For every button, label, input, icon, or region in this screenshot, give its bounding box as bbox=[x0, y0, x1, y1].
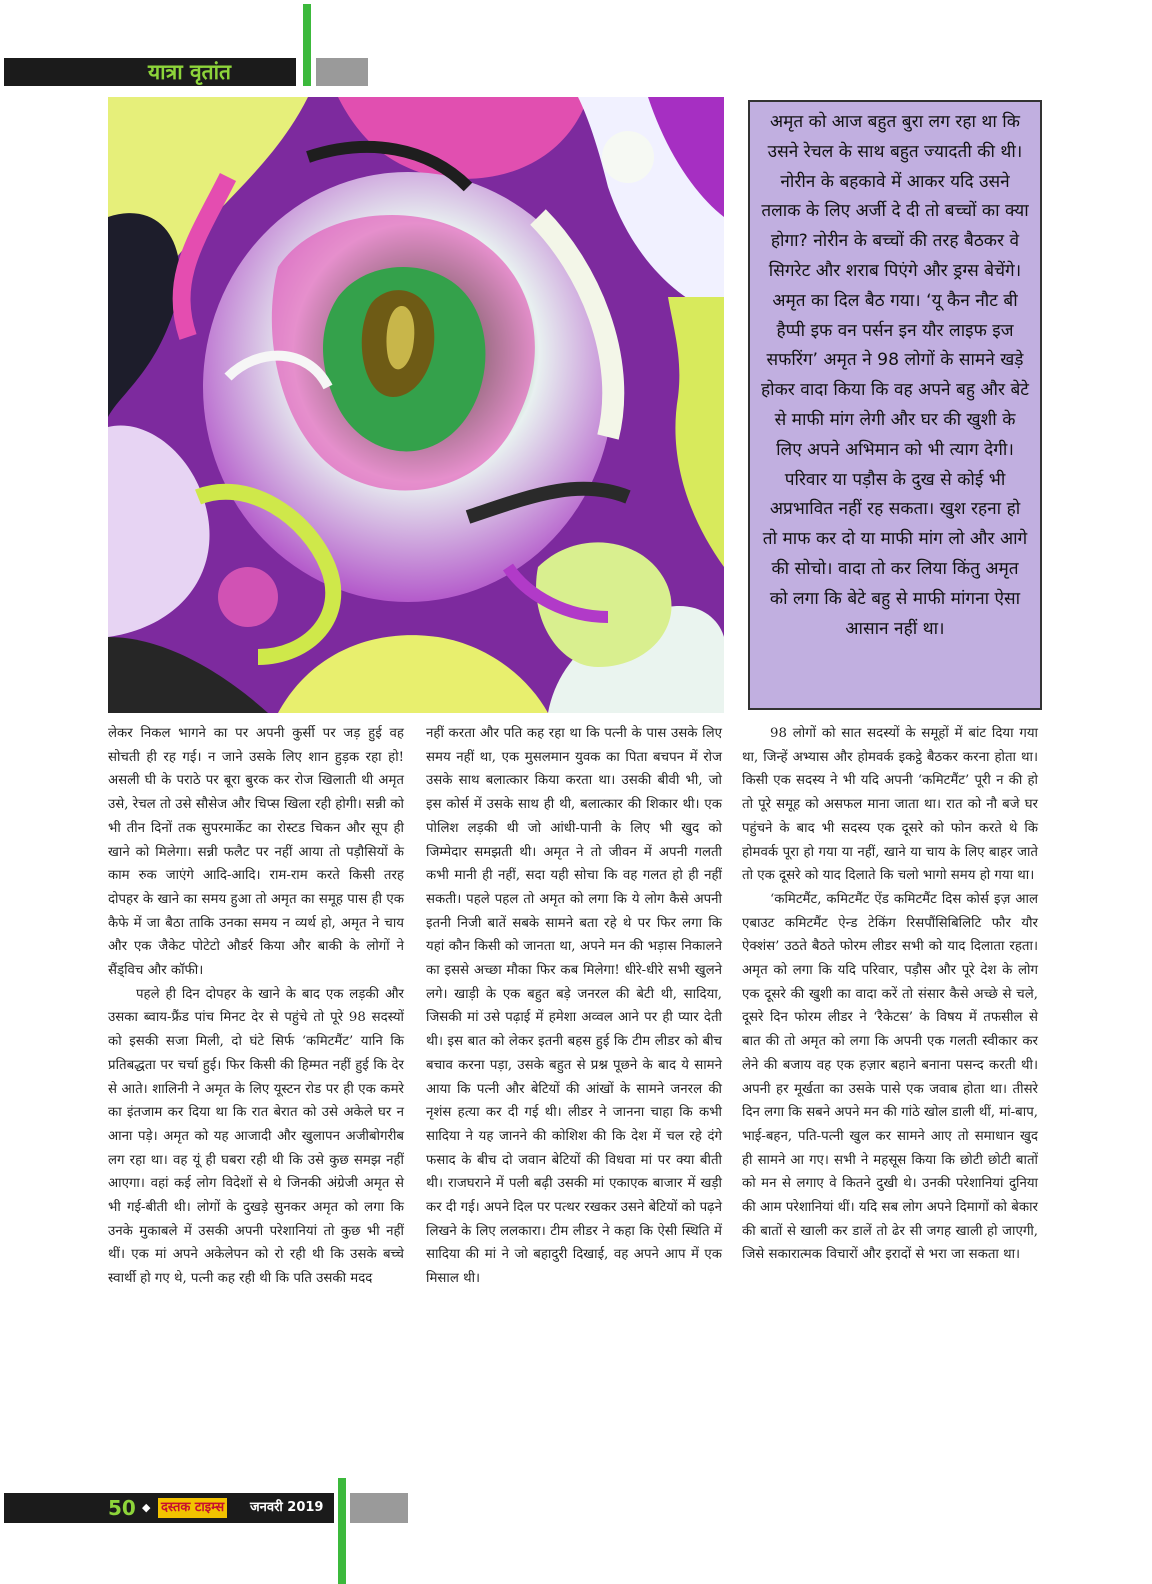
article-column-3 bbox=[742, 722, 1038, 1267]
article-paragraph: 98 लोगों को सात सदस्यों के समूहों में बांट दिया गया था, जिन्हें अभ्यास और होमवर्क इकट्ठे बैठकर करना होता था। किसी एक सदस्य ने भी यदि अपनी ‘कमिटमैंट’ पूरी न की हो तो पूरे समूह को असफल माना जाता था। रात को नौ बजे घर पहुंचने के बाद भी सदस्य एक दूसरे को फोन करते थे कि होमवर्क पूरा हो गया या नहीं, खाने या चाय के लिए बाहर जाते तो एक दूसरे को याद दिलाते कि चलो भागो समय हो गया था। bbox=[742, 726, 1038, 884]
article-column-2 bbox=[426, 722, 722, 1291]
magazine-logo: दस्तक टाइम्स bbox=[158, 1498, 227, 1518]
header-gray-block bbox=[316, 58, 368, 86]
footer-bullet-icon: ◆ bbox=[142, 1501, 151, 1514]
footer-green-accent bbox=[338, 1478, 346, 1584]
section-label: यात्रा वृतांत bbox=[148, 60, 232, 84]
issue-date: जनवरी 2019 bbox=[250, 1500, 324, 1515]
footer-gray-block bbox=[350, 1493, 408, 1523]
article-paragraph: ‘कमिटमैंट, कमिटमैंट ऐंड कमिटमैंट दिस कोर्स इज़ आल एबाउट कमिटमैंट ऐन्ड टेकिंग रिसपौंसिबिलिटि फौर यौर ऐक्शंस’ उठते बैठते फोरम लीडर सभी को याद दिलाता रहता। अमृत को लगा कि यदि परिवार, पड़ौस और पूरे देश के लोग एक दूसरे की खुशी का वादा करें तो संसार कैसे अच्छे से चले, दूसरे दिन फोरम लीडर ने ‘रैकेटस’ के विषय में तफसील से बात की तो अमृत को लगा कि अपनी एक गलती स्वीकार कर लेने की बजाय वह एक हज़ार बहाने बनाना पसन्द करती थी। अपनी हर मूर्खता का उसके पासे एक जवाब होता था। तीसरे दिन लगा कि सबने अपने मन की गांठे खोल डाली थीं, मां-बाप, भाई-बहन, पति-पत्नी खुल कर सामने आए तो समाधान खुद ही सामने आ गए। सभी ने महसूस किया कि छोटी छोटी बातों को मन से लगाए वे कितने दुखी थे। उनकी परेशानियां दुनिया की आम परेशानियां थीं। यदि सब लोग अपने दिमागों को बेकार की बातों से खाली कर डालें तो ढेर सी जगह खाली हो जाएगी, जिसे सकारात्मक विचारों और इरादों से भरा जा सकता था। bbox=[742, 891, 1038, 1263]
pull-quote-text: अमृत को आज बहुत बुरा लग रहा था कि उसने रेचल के साथ बहुत ज्यादती की थी। नोरीन के बहकावे में आकर यदि उसने तलाक के लिए अर्जी दे दी तो बच्चों का क्या होगा? नोरीन के बच्चों की तरह बैठकर वे सिगरेट और शराब पिएंगे और ड्रग्स बेचेंगे। अमृत का दिल बैठ गया। ‘यू कैन नौट बी हैप्पी इफ वन पर्सन इन यौर लाइफ इज सफरिंग’ अमृत ने 98 लोगों के सामने खड़े होकर वादा किया कि वह अपने बहु और बेटे से माफी मांग लेगी और घर की खुशी के लिए अपने अभिमान को भी त्याग देगी। परिवार या पड़ौस के दुख से कोई भी अप्रभावित नहीं रह सकता। खुश रहना हो तो माफ कर दो या माफी मांग लो और आगे की सोचो। वादा तो कर लिया किंतु अमृत को लगा कि बेटे बहु से माफी मांगना ऐसा आसान नहीं था। bbox=[761, 112, 1029, 639]
header-green-accent bbox=[303, 4, 311, 86]
article-paragraph: लेकर निकल भागने का पर अपनी कुर्सी पर जड़ हुई वह सोचती ही रह गई। न जाने उसके लिए शान हुड़क रहा हो! असली घी के पराठे पर बूरा बुरक कर रोज खिलाती थी अमृत उसे, रेचल तो उसे सौसेज और चिप्स खिला रही होगी। सन्नी को भी तीन दिनों तक सुपरमार्केट का रोस्टड चिकन और सूप ही खाने को मिलेगा। सन्नी फलैट पर नहीं आया तो पड़ौसियों के काम रुक जाएंगे आदि-आदि। राम-राम करते किसी तरह दोपहर के खाने का समय हुआ तो अमृत का समूह पास ही एक कैफे में जा बैठा ताकि उनका समय न व्यर्थ हो, अमृत ने चाय और एक जैकेट पोटेटो औडर्र किया और बाकी के लोगों ने सैंड्विच और कॉफी। bbox=[108, 726, 404, 979]
article-column-1 bbox=[108, 722, 404, 1291]
pull-quote-box bbox=[748, 100, 1042, 710]
article-paragraph: नहीं करता और पति कह रहा था कि पत्नी के पास उसके लिए समय नहीं था, एक मुसलमान युवक का पिता बचपन में रोज उसके साथ बलात्कार किया करता था। उसकी बीवी भी, जो इस कोर्स में उसके साथ ही थी, बलात्कार की शिकार थी। एक पोलिश लड़की थी जो आंधी-पानी के लिए भी खुद को जिम्मेदार समझती थी। अमृत ने तो जीवन में अपनी गलती कभी मानी ही नहीं, सदा यही सोचा कि वह गलत हो ही नहीं सकती। पहले पहल तो अमृत को लगा कि ये लोग कैसे अपनी इतनी निजी बातें सबके सामने बता रहे थे पर फिर लगा कि यहां कौन किसी को जानता था, अपने मन की भड़ास निकालने का इससे अच्छा मौका फिर कब मिलेगा! धीरे-धीरे सभी खुलने लगे। खाड़ी के एक बहुत बड़े जनरल की बेटी थी, सादिया, जिसकी मां उसे पढ़ाई में हमेशा अव्वल आने पर ही प्यार देती थी। इस बात को लेकर इतनी बहस हुई कि टीम लीडर को बीच बचाव करना पड़ा, उसके बहुत से प्रश्न पूछने के बाद ये सामने आया कि पत्नी और बेटियों की आंखों के सामने जनरल की नृशंस हत्या कर दी गई थी। लीडर ने जानना चाहा कि कभी सादिया ने यह जानने की कोशिश की कि देश में चल रहे दंगे फसाद के बीच दो जवान बेटियों की विधवा मां पर क्या बीती थी। राजघराने में पली बढ़ी उसकी मां एकाएक बाजार में खड़ी कर दी गई। अपने दिल पर पत्थर रखकर उसने बेटियों को पढ़ने लिखने के लिए ललकारा। टीम लीडर ने कहा कि ऐसी स्थिति में सादिया की मां ने जो बहादुरी दिखाई, वह अपने आप में एक मिसाल थी। bbox=[426, 726, 722, 1287]
page-number: 50 bbox=[108, 1496, 136, 1520]
abstract-painting-image bbox=[108, 97, 724, 713]
article-paragraph: पहले ही दिन दोपहर के खाने के बाद एक लड़की और उसका ब्वाय-फ्रैंड पांच मिनट देर से पहुंचे तो पूरे 98 सदस्यों को इसकी सजा मिली, दो घंटे सिर्फ ‘कमिटमैंट’ यानि कि प्रतिबद्धता पर चर्चा हुई। फिर किसी की हिम्मत नहीं हुई कि देर से आते। शालिनी ने अमृत के लिए यूस्टन रोड पर ही एक कमरे का इंतजाम कर दिया था कि रात बेरात को उसे अकेले घर न आना पड़े। अमृत को यह आजादी और खुलापन अजीबोगरीब लग रहा था। वह यूं ही घबरा रही थी कि उसे कुछ समझ नहीं आएगा। वहां कई लोग विदेशों से थे जिनकी अंग्रेजी अमृत से भी गई-बीती थी। लोगों के दुखड़े सुनकर अमृत को लगा कि उनके मुकाबले में उसकी अपनी परेशानियां तो कुछ भी नहीं थीं। एक मां अपने अकेलेपन को रो रही थी कि उसके बच्चे स्वार्थी हो गए थे, पत्नी कह रही थी कि पति उसकी मदद bbox=[108, 986, 404, 1287]
